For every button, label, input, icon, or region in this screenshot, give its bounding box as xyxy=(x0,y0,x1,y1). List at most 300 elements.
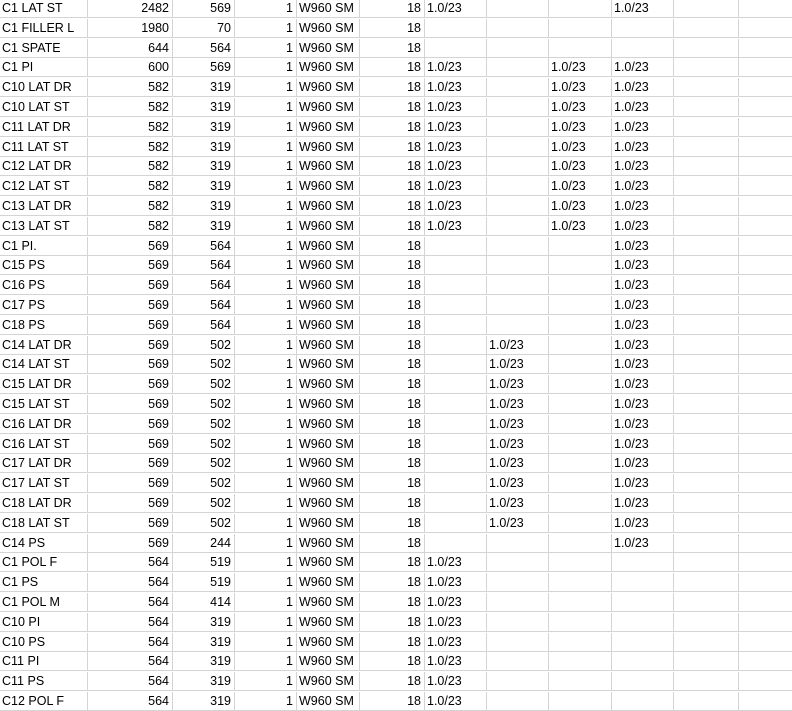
table-cell[interactable]: 1.0/23 xyxy=(549,157,612,176)
table-cell[interactable] xyxy=(487,256,549,275)
table-cell[interactable]: 18 xyxy=(360,118,425,137)
table-cell[interactable]: 1.0/23 xyxy=(612,494,674,513)
table-cell[interactable]: 1 xyxy=(235,316,297,335)
table-cell[interactable]: 18 xyxy=(360,316,425,335)
table-cell[interactable] xyxy=(487,157,549,176)
table-cell[interactable]: 18 xyxy=(360,553,425,572)
table-cell[interactable]: 18 xyxy=(360,39,425,58)
table-cell[interactable] xyxy=(674,395,739,414)
table-cell[interactable] xyxy=(425,395,487,414)
table-cell[interactable] xyxy=(674,474,739,493)
table-cell[interactable]: W960 SM xyxy=(297,415,360,434)
table-cell[interactable]: 1.0/23 xyxy=(425,553,487,572)
table-cell[interactable]: 1 xyxy=(235,593,297,612)
table-cell[interactable] xyxy=(674,256,739,275)
table-cell[interactable]: 569 xyxy=(88,237,173,256)
table-cell[interactable] xyxy=(674,296,739,315)
table-cell[interactable]: 564 xyxy=(88,633,173,652)
table-cell[interactable]: 644 xyxy=(88,39,173,58)
table-cell[interactable]: W960 SM xyxy=(297,633,360,652)
table-cell[interactable]: W960 SM xyxy=(297,652,360,671)
table-cell[interactable] xyxy=(674,652,739,671)
table-cell[interactable]: 18 xyxy=(360,276,425,295)
table-cell[interactable] xyxy=(487,593,549,612)
table-cell[interactable] xyxy=(674,19,739,38)
table-cell[interactable]: W960 SM xyxy=(297,237,360,256)
table-cell[interactable]: 1 xyxy=(235,355,297,374)
table-cell[interactable] xyxy=(487,138,549,157)
table-cell[interactable]: 1.0/23 xyxy=(425,78,487,97)
table-cell[interactable]: W960 SM xyxy=(297,692,360,711)
table-cell[interactable] xyxy=(674,415,739,434)
table-cell[interactable] xyxy=(739,276,792,295)
table-cell[interactable]: 319 xyxy=(173,78,235,97)
table-cell[interactable]: 1.0/23 xyxy=(612,375,674,394)
table-cell[interactable]: 1 xyxy=(235,395,297,414)
table-cell[interactable] xyxy=(739,415,792,434)
table-cell[interactable]: 569 xyxy=(88,375,173,394)
table-cell[interactable] xyxy=(739,534,792,553)
table-cell[interactable] xyxy=(739,395,792,414)
table-cell[interactable]: W960 SM xyxy=(297,177,360,196)
table-cell[interactable]: C1 POL F xyxy=(0,553,88,572)
table-cell[interactable] xyxy=(739,553,792,572)
table-cell[interactable]: 1.0/23 xyxy=(425,197,487,216)
table-cell[interactable]: 18 xyxy=(360,672,425,691)
table-cell[interactable] xyxy=(739,39,792,58)
table-cell[interactable] xyxy=(674,454,739,473)
table-cell[interactable] xyxy=(739,157,792,176)
table-cell[interactable] xyxy=(487,0,549,18)
table-cell[interactable] xyxy=(674,494,739,513)
table-cell[interactable]: 1.0/23 xyxy=(612,454,674,473)
table-cell[interactable]: W960 SM xyxy=(297,19,360,38)
table-cell[interactable]: 18 xyxy=(360,78,425,97)
table-cell[interactable]: 18 xyxy=(360,355,425,374)
table-cell[interactable]: 600 xyxy=(88,58,173,77)
table-cell[interactable] xyxy=(425,237,487,256)
table-cell[interactable]: 564 xyxy=(88,553,173,572)
table-cell[interactable]: C10 PI xyxy=(0,613,88,632)
table-cell[interactable]: 319 xyxy=(173,652,235,671)
table-cell[interactable]: 564 xyxy=(88,593,173,612)
table-cell[interactable] xyxy=(674,573,739,592)
table-cell[interactable]: 18 xyxy=(360,237,425,256)
table-cell[interactable]: 1.0/23 xyxy=(549,98,612,117)
table-cell[interactable]: 569 xyxy=(88,454,173,473)
table-cell[interactable]: 244 xyxy=(173,534,235,553)
table-cell[interactable]: 319 xyxy=(173,177,235,196)
table-cell[interactable]: C1 LAT ST xyxy=(0,0,88,18)
table-cell[interactable] xyxy=(674,276,739,295)
table-cell[interactable]: 1.0/23 xyxy=(487,494,549,513)
table-cell[interactable] xyxy=(612,652,674,671)
table-cell[interactable] xyxy=(739,672,792,691)
table-cell[interactable]: C1 SPATE xyxy=(0,39,88,58)
table-cell[interactable]: 1 xyxy=(235,78,297,97)
table-cell[interactable]: W960 SM xyxy=(297,474,360,493)
table-cell[interactable]: 1 xyxy=(235,652,297,671)
table-cell[interactable]: 1 xyxy=(235,118,297,137)
table-cell[interactable] xyxy=(549,553,612,572)
table-cell[interactable]: 18 xyxy=(360,593,425,612)
table-cell[interactable]: 564 xyxy=(88,613,173,632)
table-cell[interactable] xyxy=(739,494,792,513)
table-cell[interactable] xyxy=(739,692,792,711)
table-cell[interactable]: C16 PS xyxy=(0,276,88,295)
table-cell[interactable] xyxy=(739,435,792,454)
table-cell[interactable]: 569 xyxy=(88,316,173,335)
table-cell[interactable]: 1.0/23 xyxy=(612,0,674,18)
table-cell[interactable]: 1.0/23 xyxy=(549,118,612,137)
table-cell[interactable]: W960 SM xyxy=(297,98,360,117)
table-cell[interactable]: 502 xyxy=(173,395,235,414)
table-cell[interactable]: 70 xyxy=(173,19,235,38)
table-cell[interactable] xyxy=(739,336,792,355)
table-cell[interactable] xyxy=(739,316,792,335)
table-cell[interactable]: 2482 xyxy=(88,0,173,18)
table-cell[interactable] xyxy=(425,435,487,454)
table-cell[interactable] xyxy=(487,197,549,216)
table-cell[interactable] xyxy=(549,454,612,473)
table-cell[interactable] xyxy=(739,514,792,533)
table-cell[interactable]: 319 xyxy=(173,118,235,137)
table-cell[interactable]: 569 xyxy=(88,474,173,493)
table-cell[interactable]: 1.0/23 xyxy=(425,573,487,592)
table-cell[interactable]: 18 xyxy=(360,613,425,632)
table-cell[interactable] xyxy=(549,415,612,434)
table-cell[interactable]: 502 xyxy=(173,435,235,454)
table-cell[interactable] xyxy=(425,534,487,553)
table-cell[interactable]: W960 SM xyxy=(297,78,360,97)
table-cell[interactable]: 1.0/23 xyxy=(612,276,674,295)
table-cell[interactable]: W960 SM xyxy=(297,375,360,394)
table-cell[interactable]: C15 LAT ST xyxy=(0,395,88,414)
table-cell[interactable]: C15 PS xyxy=(0,256,88,275)
table-cell[interactable]: 1.0/23 xyxy=(612,514,674,533)
table-cell[interactable]: C12 LAT DR xyxy=(0,157,88,176)
table-cell[interactable]: 1 xyxy=(235,415,297,434)
table-cell[interactable]: 1.0/23 xyxy=(549,217,612,236)
table-cell[interactable]: 1.0/23 xyxy=(612,58,674,77)
table-cell[interactable]: 1.0/23 xyxy=(487,395,549,414)
table-cell[interactable]: C13 LAT DR xyxy=(0,197,88,216)
table-cell[interactable] xyxy=(425,355,487,374)
table-cell[interactable]: 319 xyxy=(173,157,235,176)
table-cell[interactable]: 569 xyxy=(173,0,235,18)
table-cell[interactable] xyxy=(549,355,612,374)
table-cell[interactable]: C17 LAT ST xyxy=(0,474,88,493)
table-cell[interactable] xyxy=(487,633,549,652)
table-cell[interactable]: 1.0/23 xyxy=(487,415,549,434)
table-cell[interactable]: 582 xyxy=(88,157,173,176)
table-cell[interactable]: C10 LAT ST xyxy=(0,98,88,117)
table-cell[interactable]: 1 xyxy=(235,0,297,18)
table-cell[interactable]: 1.0/23 xyxy=(612,395,674,414)
table-cell[interactable]: 1.0/23 xyxy=(549,138,612,157)
table-cell[interactable]: W960 SM xyxy=(297,593,360,612)
table-cell[interactable]: 1.0/23 xyxy=(425,0,487,18)
table-cell[interactable] xyxy=(487,573,549,592)
table-cell[interactable] xyxy=(739,217,792,236)
table-cell[interactable]: 18 xyxy=(360,58,425,77)
table-cell[interactable] xyxy=(739,652,792,671)
table-cell[interactable]: 1980 xyxy=(88,19,173,38)
table-cell[interactable]: 502 xyxy=(173,375,235,394)
table-cell[interactable]: 1.0/23 xyxy=(612,316,674,335)
table-cell[interactable]: 1 xyxy=(235,19,297,38)
table-cell[interactable]: W960 SM xyxy=(297,454,360,473)
table-cell[interactable]: C17 PS xyxy=(0,296,88,315)
table-cell[interactable] xyxy=(487,19,549,38)
table-cell[interactable] xyxy=(674,355,739,374)
table-cell[interactable] xyxy=(674,78,739,97)
table-cell[interactable]: 1.0/23 xyxy=(487,514,549,533)
table-cell[interactable]: 1.0/23 xyxy=(487,375,549,394)
table-cell[interactable]: W960 SM xyxy=(297,157,360,176)
table-cell[interactable] xyxy=(425,415,487,434)
table-cell[interactable]: 18 xyxy=(360,336,425,355)
table-cell[interactable]: C18 LAT DR xyxy=(0,494,88,513)
table-cell[interactable]: 564 xyxy=(173,256,235,275)
table-cell[interactable] xyxy=(674,672,739,691)
table-cell[interactable] xyxy=(739,474,792,493)
table-cell[interactable]: W960 SM xyxy=(297,197,360,216)
table-cell[interactable] xyxy=(674,613,739,632)
table-cell[interactable]: 582 xyxy=(88,78,173,97)
table-cell[interactable]: C1 FILLER L xyxy=(0,19,88,38)
table-cell[interactable]: 564 xyxy=(88,692,173,711)
table-cell[interactable]: C1 PI. xyxy=(0,237,88,256)
table-cell[interactable] xyxy=(425,454,487,473)
table-cell[interactable]: C17 LAT DR xyxy=(0,454,88,473)
table-cell[interactable]: 564 xyxy=(173,276,235,295)
table-cell[interactable]: 1.0/23 xyxy=(612,534,674,553)
table-cell[interactable]: 18 xyxy=(360,692,425,711)
table-cell[interactable] xyxy=(549,593,612,612)
table-cell[interactable]: 18 xyxy=(360,0,425,18)
table-cell[interactable]: 1.0/23 xyxy=(612,256,674,275)
table-cell[interactable]: 319 xyxy=(173,613,235,632)
table-cell[interactable]: 18 xyxy=(360,652,425,671)
table-cell[interactable]: 18 xyxy=(360,633,425,652)
table-cell[interactable]: 502 xyxy=(173,415,235,434)
table-cell[interactable] xyxy=(487,118,549,137)
table-cell[interactable]: W960 SM xyxy=(297,138,360,157)
table-cell[interactable]: 502 xyxy=(173,454,235,473)
table-cell[interactable] xyxy=(487,177,549,196)
table-cell[interactable]: 18 xyxy=(360,375,425,394)
table-cell[interactable]: 569 xyxy=(88,355,173,374)
table-cell[interactable]: 1.0/23 xyxy=(487,336,549,355)
table-cell[interactable] xyxy=(487,692,549,711)
table-cell[interactable] xyxy=(425,474,487,493)
table-cell[interactable]: 1.0/23 xyxy=(425,118,487,137)
table-cell[interactable]: 564 xyxy=(173,316,235,335)
table-cell[interactable]: C12 LAT ST xyxy=(0,177,88,196)
table-cell[interactable]: 1.0/23 xyxy=(612,237,674,256)
table-cell[interactable] xyxy=(549,0,612,18)
table-cell[interactable] xyxy=(487,316,549,335)
table-cell[interactable] xyxy=(487,78,549,97)
table-cell[interactable]: 18 xyxy=(360,573,425,592)
table-cell[interactable]: C16 LAT ST xyxy=(0,435,88,454)
table-cell[interactable]: 18 xyxy=(360,415,425,434)
table-cell[interactable]: 18 xyxy=(360,395,425,414)
table-cell[interactable] xyxy=(549,534,612,553)
table-cell[interactable]: 1.0/23 xyxy=(612,78,674,97)
table-cell[interactable]: 1 xyxy=(235,336,297,355)
table-cell[interactable]: C11 LAT ST xyxy=(0,138,88,157)
table-cell[interactable]: 1 xyxy=(235,197,297,216)
table-cell[interactable]: 1.0/23 xyxy=(549,78,612,97)
table-cell[interactable] xyxy=(674,435,739,454)
table-cell[interactable]: 502 xyxy=(173,474,235,493)
table-cell[interactable] xyxy=(549,652,612,671)
table-cell[interactable]: 1.0/23 xyxy=(612,296,674,315)
table-cell[interactable] xyxy=(674,217,739,236)
table-cell[interactable] xyxy=(612,19,674,38)
table-cell[interactable] xyxy=(425,276,487,295)
table-cell[interactable]: 1.0/23 xyxy=(612,336,674,355)
table-cell[interactable]: 569 xyxy=(173,58,235,77)
table-cell[interactable]: 569 xyxy=(88,494,173,513)
table-cell[interactable]: 1.0/23 xyxy=(425,692,487,711)
table-cell[interactable] xyxy=(739,138,792,157)
table-cell[interactable] xyxy=(487,534,549,553)
table-cell[interactable]: 564 xyxy=(173,237,235,256)
table-cell[interactable] xyxy=(487,237,549,256)
table-cell[interactable] xyxy=(674,177,739,196)
table-cell[interactable] xyxy=(612,553,674,572)
table-cell[interactable]: 502 xyxy=(173,336,235,355)
table-cell[interactable]: 319 xyxy=(173,217,235,236)
table-cell[interactable]: 519 xyxy=(173,573,235,592)
table-cell[interactable]: C13 LAT ST xyxy=(0,217,88,236)
table-cell[interactable]: 1 xyxy=(235,454,297,473)
table-cell[interactable]: 1.0/23 xyxy=(612,197,674,216)
table-cell[interactable] xyxy=(674,58,739,77)
table-cell[interactable] xyxy=(487,652,549,671)
table-cell[interactable]: C18 LAT ST xyxy=(0,514,88,533)
table-cell[interactable] xyxy=(739,237,792,256)
table-cell[interactable]: W960 SM xyxy=(297,395,360,414)
table-cell[interactable] xyxy=(549,633,612,652)
table-cell[interactable] xyxy=(487,296,549,315)
table-cell[interactable]: 1 xyxy=(235,494,297,513)
table-cell[interactable]: 1.0/23 xyxy=(487,454,549,473)
table-cell[interactable]: C10 LAT DR xyxy=(0,78,88,97)
table-cell[interactable] xyxy=(549,336,612,355)
table-cell[interactable] xyxy=(549,19,612,38)
table-cell[interactable] xyxy=(674,118,739,137)
table-cell[interactable]: 1.0/23 xyxy=(612,415,674,434)
table-cell[interactable] xyxy=(612,633,674,652)
table-cell[interactable] xyxy=(739,355,792,374)
table-cell[interactable]: 18 xyxy=(360,98,425,117)
table-cell[interactable] xyxy=(739,613,792,632)
table-cell[interactable] xyxy=(612,672,674,691)
table-cell[interactable]: 502 xyxy=(173,494,235,513)
table-cell[interactable]: 569 xyxy=(88,435,173,454)
table-cell[interactable]: 18 xyxy=(360,157,425,176)
table-cell[interactable]: 1 xyxy=(235,474,297,493)
table-cell[interactable] xyxy=(549,375,612,394)
table-cell[interactable]: W960 SM xyxy=(297,296,360,315)
table-cell[interactable]: 1.0/23 xyxy=(549,197,612,216)
table-cell[interactable] xyxy=(674,157,739,176)
table-cell[interactable] xyxy=(674,534,739,553)
table-cell[interactable]: 1.0/23 xyxy=(487,474,549,493)
table-cell[interactable]: 564 xyxy=(88,652,173,671)
table-cell[interactable]: 1 xyxy=(235,157,297,176)
table-cell[interactable] xyxy=(674,237,739,256)
table-cell[interactable]: 1 xyxy=(235,237,297,256)
table-cell[interactable]: 1 xyxy=(235,296,297,315)
table-cell[interactable] xyxy=(487,98,549,117)
table-cell[interactable]: 582 xyxy=(88,138,173,157)
table-cell[interactable] xyxy=(549,276,612,295)
table-cell[interactable] xyxy=(674,138,739,157)
table-cell[interactable]: 582 xyxy=(88,217,173,236)
table-cell[interactable]: 569 xyxy=(88,256,173,275)
table-cell[interactable] xyxy=(549,256,612,275)
table-cell[interactable]: 569 xyxy=(88,296,173,315)
table-cell[interactable] xyxy=(425,336,487,355)
table-cell[interactable]: 569 xyxy=(88,534,173,553)
table-cell[interactable] xyxy=(674,0,739,18)
table-cell[interactable]: 1.0/23 xyxy=(487,435,549,454)
table-cell[interactable] xyxy=(549,237,612,256)
table-cell[interactable]: 1 xyxy=(235,534,297,553)
table-cell[interactable]: 1.0/23 xyxy=(425,672,487,691)
table-cell[interactable] xyxy=(425,39,487,58)
table-cell[interactable]: 18 xyxy=(360,454,425,473)
table-cell[interactable]: 1.0/23 xyxy=(612,474,674,493)
table-cell[interactable] xyxy=(674,633,739,652)
table-cell[interactable] xyxy=(739,177,792,196)
table-cell[interactable]: 1.0/23 xyxy=(487,355,549,374)
table-cell[interactable] xyxy=(739,0,792,18)
table-cell[interactable]: C11 LAT DR xyxy=(0,118,88,137)
table-cell[interactable]: 18 xyxy=(360,494,425,513)
table-cell[interactable]: C11 PS xyxy=(0,672,88,691)
table-cell[interactable]: 18 xyxy=(360,19,425,38)
table-cell[interactable] xyxy=(674,692,739,711)
table-cell[interactable]: 18 xyxy=(360,435,425,454)
table-cell[interactable]: 1 xyxy=(235,613,297,632)
table-cell[interactable] xyxy=(425,19,487,38)
table-cell[interactable]: C11 PI xyxy=(0,652,88,671)
table-cell[interactable]: W960 SM xyxy=(297,573,360,592)
table-cell[interactable] xyxy=(739,118,792,137)
table-cell[interactable]: 1 xyxy=(235,138,297,157)
table-cell[interactable]: 1.0/23 xyxy=(425,593,487,612)
table-cell[interactable]: W960 SM xyxy=(297,494,360,513)
table-cell[interactable]: 1 xyxy=(235,98,297,117)
table-cell[interactable]: 1.0/23 xyxy=(612,118,674,137)
table-cell[interactable]: 1 xyxy=(235,633,297,652)
table-cell[interactable] xyxy=(549,692,612,711)
table-cell[interactable]: 1.0/23 xyxy=(612,177,674,196)
table-cell[interactable]: 1 xyxy=(235,692,297,711)
table-cell[interactable]: 1.0/23 xyxy=(425,652,487,671)
table-cell[interactable]: C1 PS xyxy=(0,573,88,592)
table-cell[interactable]: 1.0/23 xyxy=(612,157,674,176)
table-cell[interactable]: 502 xyxy=(173,514,235,533)
table-cell[interactable]: C18 PS xyxy=(0,316,88,335)
table-cell[interactable]: C15 LAT DR xyxy=(0,375,88,394)
